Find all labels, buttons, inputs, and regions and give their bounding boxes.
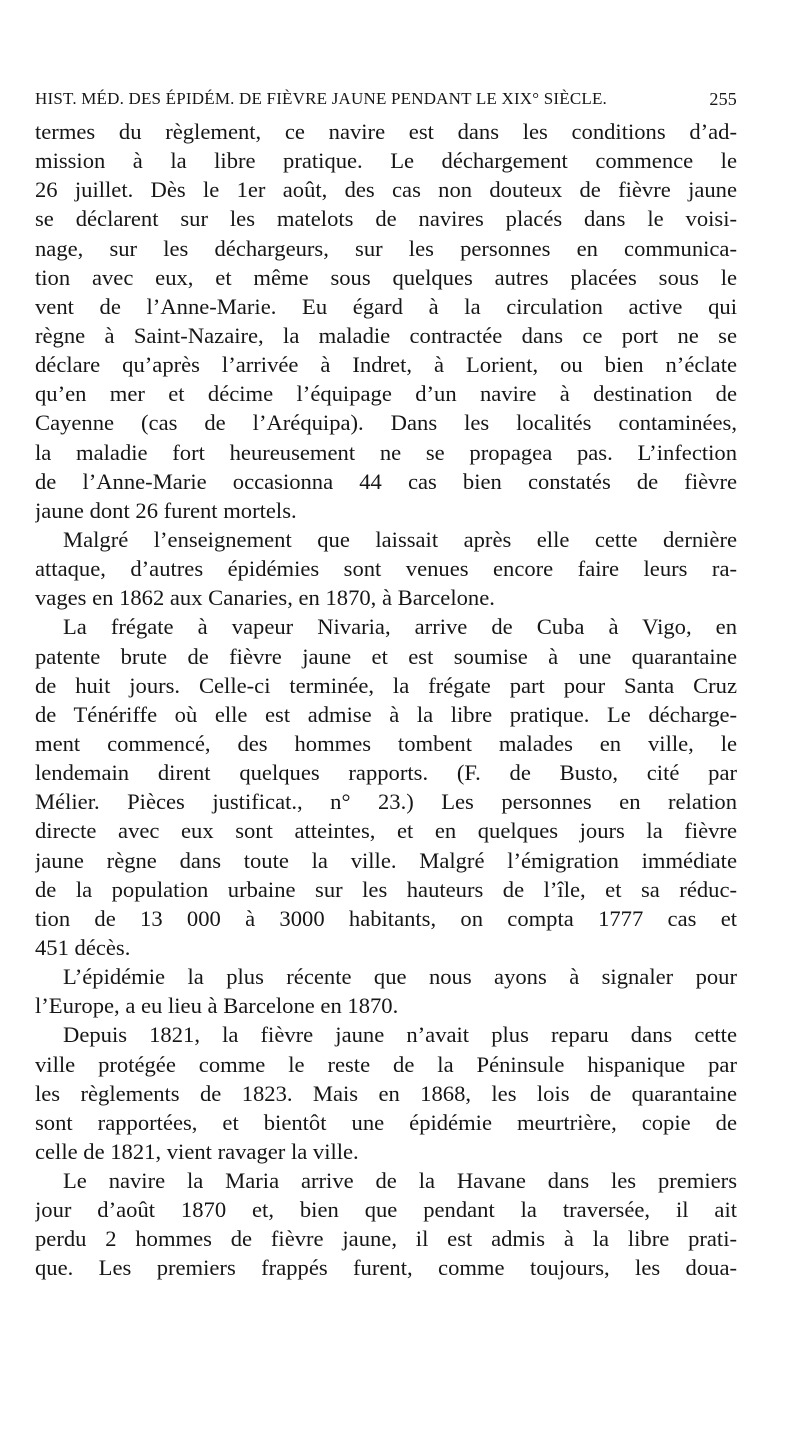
text-line: les règlements de 1823. Mais en 1868, les lois de quarantaine [35,1080,737,1106]
paragraph [35,1166,737,1283]
text-line: tion de 13 000 à 3000 habitants, on compta 1777 cas et [35,905,737,931]
text-line: déclare qu’après l’arrivée à Indret, à Lorient, ou bien n’éclate [35,352,737,378]
text-line: se déclarent sur les matelots de navires placés dans le voisi- [35,206,737,232]
text-line: 451 décès. [35,934,131,960]
text-line: de huit jours. Celle-ci terminée, la frégate part pour Santa Cruz [35,672,737,698]
text-line: règne à Saint-Nazaire, la maladie contractée dans ce port ne se [35,322,737,348]
text-line: celle de 1821, vient ravager la ville. [35,1138,359,1164]
paragraph [35,525,737,612]
text-line: La frégate à vapeur Nivaria, arrive de Cuba à Vigo, en [63,614,737,640]
text-line: attaque, d’autres épidémies sont venues encore faire leurs ra- [35,556,737,582]
text-line: directe avec eux sont atteintes, et en quelques jours la fièvre [35,818,737,844]
text-line: Mélier. Pièces justificat., n° 23.) Les personnes en relation [35,789,737,815]
text-line: 26 juillet. Dès le 1er août, des cas non douteux de fièvre jaune [35,177,737,203]
text-line: Malgré l’enseignement que laissait après elle cette dernière [63,526,737,552]
text-line: patente brute de fièvre jaune et est soumise à une quarantaine [35,643,737,669]
text-line: L’épidémie la plus récente que nous ayons à signaler pour [63,964,737,990]
body-text [35,117,737,1283]
text-line: ment commencé, des hommes tombent malades en ville, le [35,730,737,756]
text-line: Cayenne (cas de l’Aréquipa). Dans les localités contaminées, [35,410,737,436]
text-line: tion avec eux, et même sous quelques autres placées sous le [35,264,737,290]
text-line: nage, sur les déchargeurs, sur les personnes en communica- [35,235,737,261]
text-line: de l’Anne-Marie occasionna 44 cas bien constatés de fièvre [35,468,737,494]
text-line: de Ténériffe où elle est admise à la libre pratique. Le décharge- [35,701,737,727]
text-line: Depuis 1821, la fièvre jaune n’avait plus reparu dans cette [63,1022,737,1048]
text-line: mission à la libre pratique. Le déchargement commence le [35,148,737,174]
text-line: perdu 2 hommes de fièvre jaune, il est admis à la libre prati- [35,1226,737,1252]
text-line: jaune règne dans toute la ville. Malgré l’émigration immédiate [35,847,737,873]
text-line: sont rapportées, et bientôt une épidémie meurtrière, copie de [35,1109,737,1135]
text-line: l’Europe, a eu lieu à Barcelone en 1870. [35,993,399,1019]
paragraph [35,962,737,1020]
text-line: ville protégée comme le reste de la Péninsule hispanique par [35,1051,737,1077]
running-header [35,84,737,114]
text-line: vent de l’Anne-Marie. Eu égard à la circulation active qui [35,293,737,319]
text-line: termes du règlement, ce navire est dans les conditions d’ad- [35,119,737,144]
text-line: que. Les premiers frappés furent, comme toujours, les doua- [35,1255,737,1281]
page-number: 255 [709,88,737,109]
text-line: qu’en mer et décime l’équipage d’un navire à destination de [35,381,737,407]
text-line: vages en 1862 aux Canaries, en 1870, à Barcelone. [35,585,495,611]
text-line: jaune dont 26 furent mortels. [35,497,297,523]
paragraph [35,612,737,962]
text-line: Le navire la Maria arrive de la Havane dans les premiers [63,1168,737,1194]
text-line: de la population urbaine sur les hauteurs de l’île, et sa réduc- [35,876,737,902]
text-line: la maladie fort heureusement ne se propagea pas. L’infection [35,439,737,465]
paragraph [35,117,737,525]
paragraph [35,1020,737,1166]
text-line: lendemain dirent quelques rapports. (F. de Busto, cité par [35,760,737,786]
text-line: jour d’août 1870 et, bien que pendant la traversée, il ait [35,1197,737,1223]
running-title: HIST. MÉD. DES ÉPIDÉM. DE FIÈVRE JAUNE PENDANT LE XIX° SIÈCLE. [35,89,607,108]
